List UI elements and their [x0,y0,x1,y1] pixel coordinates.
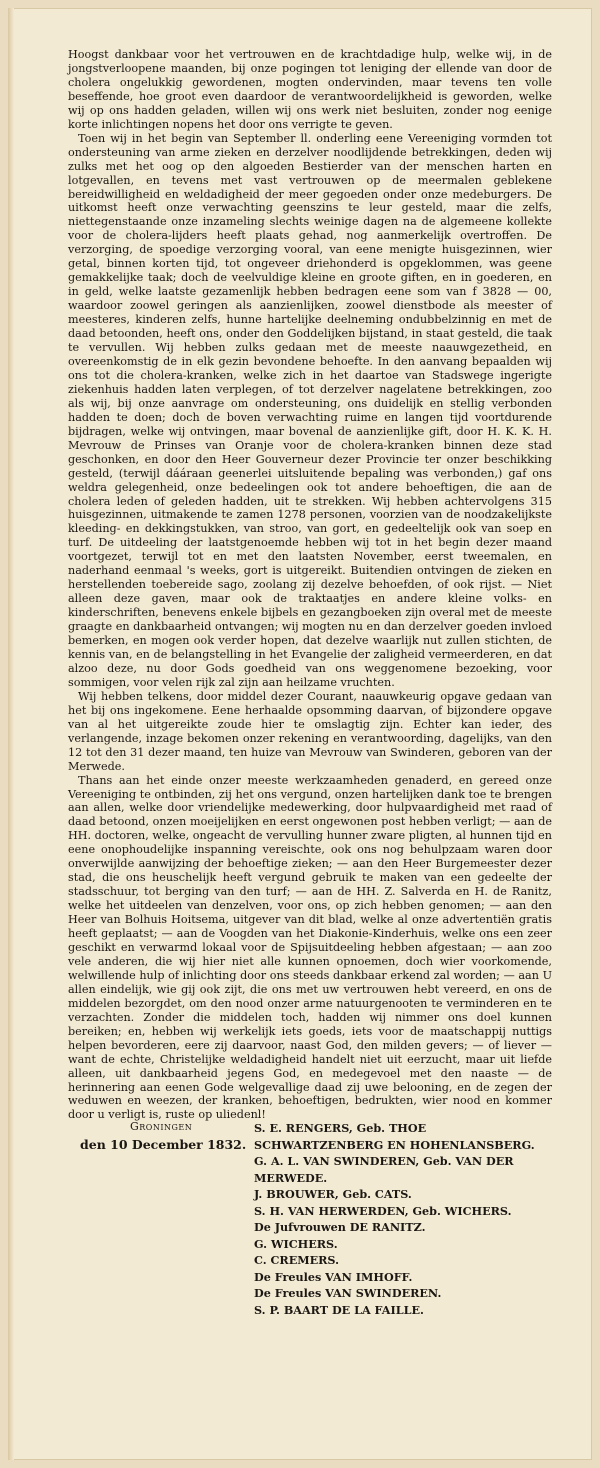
signatory: De Freules VAN IMHOFF. [254,1269,413,1284]
newspaper-sheet [8,8,592,1460]
paragraph-accounts-inspection: Wij hebben telkens, door middel dezer Courant, naauwkeurig opgave gedaan van het bij ons ingekomene. Eene herhaalde opsomming daarvan, of bijzondere opgave van al het uitgereikte zoude hier te omslagtig zijn. Echter kan ieder, des verlangende, inzage bekomen onzer rekening en verantwoording, dagelijks, van den 12 tot den 31 dezer maand, ten huize van Mevrouw van Swinderen, geboren van der Merwede. [68,689,552,773]
paragraph-gratitude: Hoogst dankbaar voor het vertrouwen en de krachtdadige hulp, welke wij, in de jongstverloopene maanden, bij onze pogingen tot leniging der ellende van door de cholera ongelukkig gewordenen, mogten ondervinden, maar tevens ten volle beseffende, hoe groot even daardoor de verantwoordelijkheid is geworden, welke wij op ons hadden geladen, willen wij ons werk niet besluiten, zonder nog eenige korte inlichtingen nopens het door ons verrigte te geven. [68,48,552,131]
signatory: J. BROUWER, Geb. CATS. [254,1187,412,1201]
paragraph-association-report: Toen wij in het begin van September ll. onderling eene Vereeniging vormden tot ondersteuning van arme zieken en derzelver noodlijdende betrekkingen, deden wij zulks met het oog op den algoeden Bestierder van der menschen harten en lotgevallen, en tevens met vast vertrouwen op de meermalen geblekene bereidwilligheid en weldadigheid der meer gegoeden onder onze medeburgers. De uitkomst heeft onze verwachting geenszins te leur gesteld, maar die zelfs, niettegenstaande onze inzameling slechts weinige dagen na de algemeene kollekte voor de cholera-lijders heeft plaats gehad, nog aanmerkelijk overtroffen. De verzorging, de spoedige verzorging vooral, van eene menigte huisgezinnen, wier getal, binnen korten tijd, tot ongeveer driehonderd is opgeklommen, was geene gemakkelijke taak; doch de veelvuldige kleine en groote giften, en in goederen, en in geld, welke laatste gezamenlijk hebben bedragen eene som van f 3828 — 00, waardoor zoowel geringen als aanzienlijken, zoowel dienstbode als meester of meesteres, kinderen zelfs, hunne hartelijke deelneming ondubbelzinnig en met de daad betoonden, heeft ons, onder den Goddelijken bijstand, in staat gesteld, die taak te vervullen. Wij hebben zulks gedaan met de meeste naauwgezetheid, en overeenkomstig de in elk gezin bevondene behoefte. In den aanvang bepaalden wij ons tot die cholera-kranken, welke zich in het daartoe van Stadswege ingerigte ziekenhuis hadden laten verplegen, of tot derzelver nagelatene betrekkingen, zoo als wij, bij onze aanvrage om ondersteuning, ons duidelijk en stellig verbonden hadden te doen; doch de boven verwachting ruime en langen tijd voortdurende bijdragen, welke wij ontvingen, maar bovenal de aanzienlijke gift, door H. K. K. H. Mevrouw de Prinses van Oranje voor de cholera-kranken binnen deze stad geschonken, en door den Heer Gouverneur dezer Provincie ter onzer beschikking gesteld, (terwijl dááraan geenerlei uitsluitende bepaling was verbonden,) gaf ons weldra gelegenheid, onze bedeelingen ook tot andere behoeftigen, die aan de cholera leden of geleden hadden, uit te strekken. Wij hebben achtervolgens 315 huisgezinnen, uitmakende te zamen 1278 personen, voorzien van de noodzakelijkste kleeding- en dekkingstukken, van stroo, van gort, en gedeeltelijk ook van soep en turf. De uitdeeling der laatstgenoemde hebben wij tot in het begin dezer maand voortgezet, terwijl tot en met den laatsten November, eerst tweemalen, en naderhand eenmaal 's weeks, gort is uitgereikt. Buitendien ontvingen de zieken en herstellenden toebereide sago, zoolang zij dezelve behoefden, of ook rijst. — Niet alleen deze gaven, maar ook de traktaatjes en andere kleine volks- en kinderschriften, benevens enkele bijbels en gezangboeken zijn overal met de meeste graagte en dankbaarheid ontvangen; wij mogten nu en dan derzelver goeden invloed bemerken, en mogen ook verder hopen, dat dezelve waarlijk nut zullen stichten, de kennis van, en de belangstelling in het Evangelie der zaligheid vermeerderen, en dat alzoo deze, nu door Gods goedheid van ons weggenomene bezoeking, voor sommigen, voor velen rijk zal zijn aan heilzame vruchten. [68,131,552,689]
place-line: Groningen [130,1120,193,1133]
signatory: G. WICHERS. [254,1236,338,1251]
paper-edge [8,8,14,1460]
announcement-body [68,48,552,1122]
signatory: C. CREMERS. [254,1253,340,1267]
signatory: S. E. RENGERS, Geb. THOE SCHWARTZENBERG EN HOHENLANSBERG. [254,1121,535,1152]
signatory-list [254,1120,554,1318]
signatory: De Jufvrouwen DE RANITZ. [254,1220,426,1234]
paragraph-thanks: Thans aan het einde onzer meeste werkzaamheden genaderd, en gereed onze Vereeniging te ontbinden, zij het ons vergund, onzen hartelijken dank toe te brengen aan allen, welke door vriendelijke medewerking, door hulpvaardigheid met raad of daad betoond, onzen moeijelijken en eerst ongewonen post hebben verligt; — aan de HH. doctoren, welke, ongeacht de vervulling hunner zware pligten, al hunnen tijd en eene onophoudelijke inspanning vereischte, ook ons nog behulpzaam waren door onverwijlde aanwijzing der behoeftige zieken; — aan den Heer Burgemeester dezer stad, die ons heuschelijk heeft vergund gebruik te maken van een gedeelte der stadsschuur, tot berging van den turf; — aan de HH. Z. Salverda en H. de Ranitz, welke het uitdeelen van denzelven, voor ons, op zich hebben genomen; — aan den Heer van Bolhuis Hoitsema, uitgever van dit blad, welke al onze advertentiën gratis heeft geplaatst; — aan de Voogden van het Diakonie-Kinderhuis, welke ons een zeer geschikt en verwarmd lokaal voor de Spijsuitdeeling hebben afgestaan; — aan zoo vele anderen, die wij hier niet alle kunnen opnoemen, doch wier voorkomende, welwillende hulp of inlichting door ons steeds dankbaar erkend zal worden; — aan U allen eindelijk, wie gij ook zijt, die ons met uw vertrouwen hebt vereerd, en ons de middelen bezorgdet, om den nood onzer arme natuurgenooten te verminderen en te verzachten. Zonder die middelen toch, hadden wij nimmer ons doel kunnen bereiken; en, hebben wij werkelijk iets goeds, iets voor de maatschappij nuttigs helpen bevorderen, eere zij daarvoor, naast God, den milden gevers; — of liever — want de echte, Christelijke weldadigheid handelt niet uit eerzucht, maar uit liefde alleen, uit dankbaarheid jegens God, en medegevoel met den naaste — de herinnering aan eenen Gode welgevallige daad zij uwe belooning, en de zegen der weduwen en weezen, der kranken, behoeftigen, bedrukten, wier nood en kommer door u verligt is, ruste op uliedenl! [68,773,552,1122]
signatory: S. P. BAART DE LA FAILLE. [254,1302,424,1317]
date-line: den 10 December 1832. [80,1137,247,1152]
signatory: G. A. L. VAN SWINDEREN, Geb. VAN DER MERWEDE. [254,1154,514,1185]
signatory: De Freules VAN SWINDEREN. [254,1286,442,1300]
signatory: S. H. VAN HERWERDEN, Geb. WICHERS. [254,1203,512,1218]
